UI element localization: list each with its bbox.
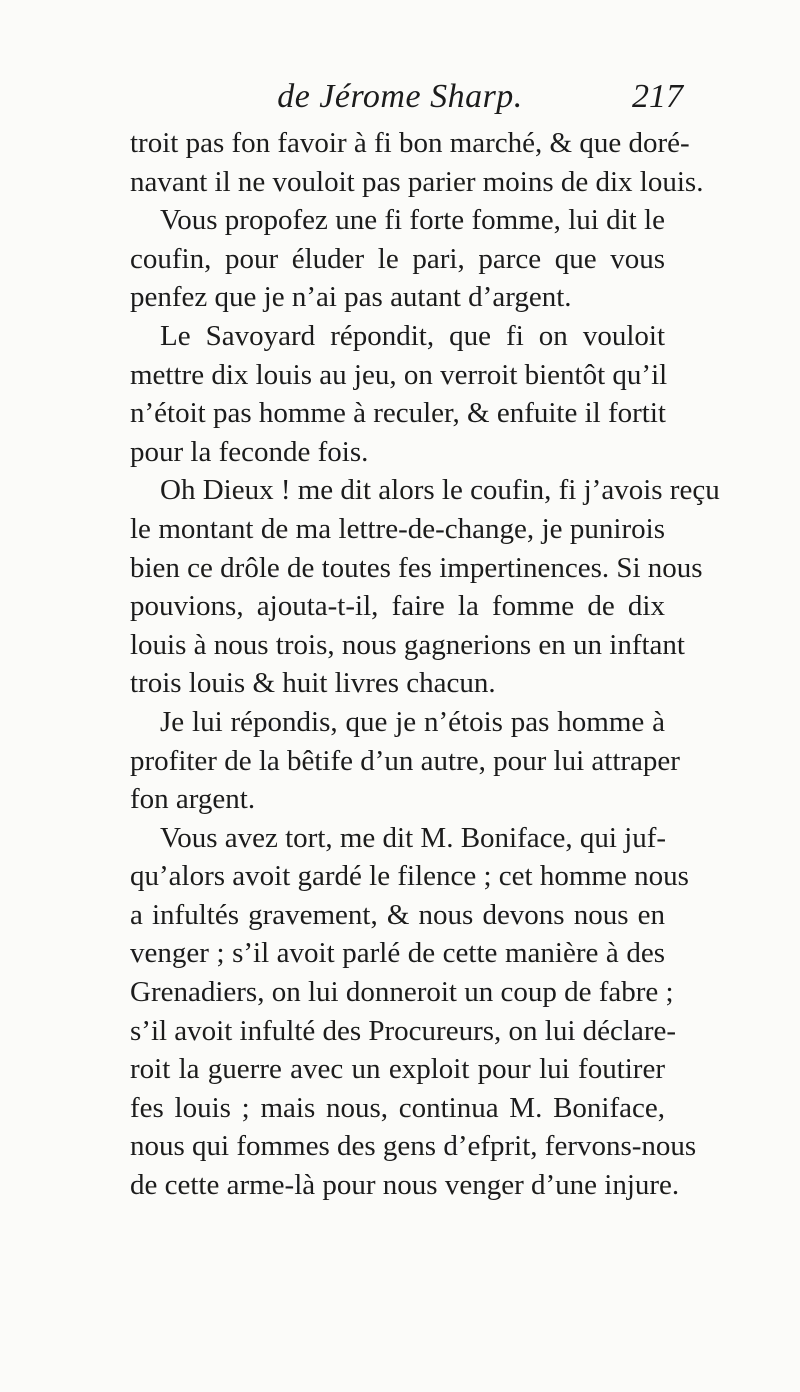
text-line: fon argent. [130, 783, 256, 816]
text-line: coufin, pour éluder le pari, parce que vous [130, 242, 665, 275]
text-line: troit pas fon favoir à fi bon marché, & que doré- [130, 127, 690, 159]
text-line: roit la guerre avec un exploit pour lui foutirer [130, 1053, 665, 1086]
text-line: nous qui fommes des gens d’efprit, fervons-nous [130, 1130, 697, 1163]
text-line: Grenadiers, on lui donneroit un coup de fabre ; [130, 976, 674, 1009]
text-line: fes louis ; mais nous, continua M. Boniface, [130, 1091, 665, 1124]
running-head [0, 72, 800, 122]
running-title: de Jérome Sharp. [277, 78, 523, 115]
text-line: pour la feconde fois. [130, 435, 369, 468]
text-line: navant il ne vouloit pas parier moins de dix louis. [130, 165, 704, 198]
text-line: profiter de la bêtife d’un autre, pour lui attraper [130, 744, 680, 777]
text-line: pouvions, ajouta-t-il, faire la fomme de dix [130, 590, 665, 623]
text-line: de cette arme-là pour nous venger d’une injure. [130, 1169, 680, 1202]
text-line: Le Savoyard répondit, que fi on vouloit [160, 319, 665, 352]
text-line: Je lui répondis, que je n’étois pas homme à [160, 705, 665, 738]
text-line: penfez que je n’ai pas autant d’argent. [130, 281, 572, 314]
text-line: Vous propofez une fi forte fomme, lui dit le [160, 204, 665, 237]
text-line: s’il avoit infulté des Procureurs, on lui déclare- [130, 1014, 677, 1047]
text-line: bien ce drôle de toutes fes impertinences. Si nous [130, 551, 703, 584]
text-line: Vous avez tort, me dit M. Boniface, qui juf- [160, 821, 667, 854]
body-text [130, 124, 720, 1205]
text-line: n’étoit pas homme à reculer, & enfuite il fortit [130, 397, 666, 430]
text-line: le montant de ma lettre-de-change, je punirois [130, 512, 665, 545]
text-line: trois louis & huit livres chacun. [130, 667, 496, 700]
text-line: qu’alors avoit gardé le filence ; cet homme nous [130, 860, 689, 893]
text-line: Oh Dieux ! me dit alors le coufin, fi j’avois reçu [160, 474, 720, 507]
text-line: a infultés gravement, & nous devons nous en [130, 898, 665, 931]
page-number: 217 [632, 78, 683, 115]
text-line: mettre dix louis au jeu, on verroit bientôt qu’il [130, 358, 668, 391]
text-line: venger ; s’il avoit parlé de cette manière à des [130, 937, 665, 970]
text-line: louis à nous trois, nous gagnerions en un inftant [130, 628, 685, 661]
